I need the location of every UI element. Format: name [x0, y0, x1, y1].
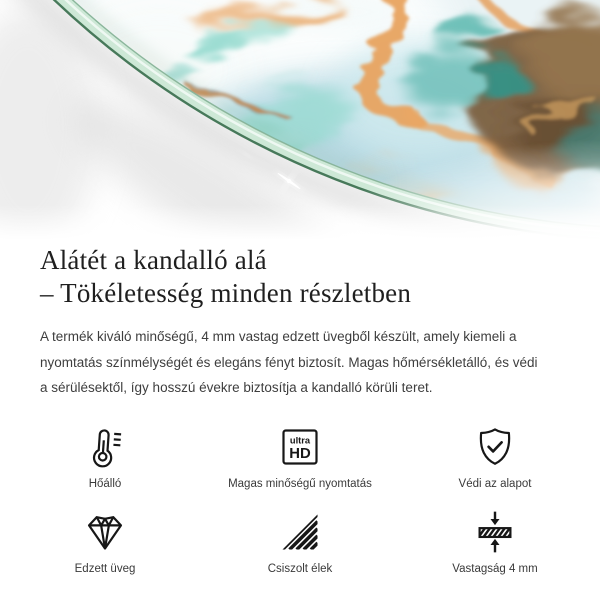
thermometer-icon — [83, 425, 127, 469]
feature-thickness — [452, 510, 537, 575]
feature-print-quality — [228, 425, 372, 490]
feature-grid — [40, 425, 562, 575]
title-line2: – Tökéletesség minden részletben — [40, 278, 412, 308]
diamond-icon — [83, 510, 127, 554]
thickness-icon — [473, 510, 517, 554]
page-title — [40, 244, 562, 310]
feature-label: Edzett üveg — [74, 562, 136, 575]
product-hero — [0, 0, 600, 240]
ultra-hd-icon — [278, 425, 322, 469]
title-line1: Alátét a kandalló alá — [40, 245, 267, 275]
ultra-label: ultra — [289, 435, 311, 446]
feature-polished-edges — [268, 510, 333, 575]
product-photo — [0, 0, 600, 240]
polished-edges-icon — [278, 510, 322, 554]
feature-label: Hőálló — [88, 477, 122, 490]
feature-label: Magas minőségű nyomtatás — [228, 477, 372, 490]
feature-label: Vastagság 4 mm — [452, 562, 538, 575]
product-description-section — [0, 244, 600, 575]
feature-protects-base — [459, 425, 532, 490]
hd-label: HD — [289, 445, 311, 462]
shield-check-icon — [473, 425, 517, 469]
feature-tempered-glass — [75, 510, 136, 575]
feature-heat-resistant — [83, 425, 127, 490]
bottom-fade-overlay — [0, 200, 600, 240]
feature-label: Csiszolt élek — [267, 562, 333, 575]
feature-label: Védi az alapot — [458, 477, 532, 490]
product-description: A termék kiváló minőségű, 4 mm vastag edzett üvegből készült, amely kiemeli a nyomtatás színmélységét és elegáns fényt biztosít. Magas hőmérsékletálló, és védi a sérülésektől, így hosszú évekre biztosítja a kandalló körüli teret. — [40, 329, 538, 395]
